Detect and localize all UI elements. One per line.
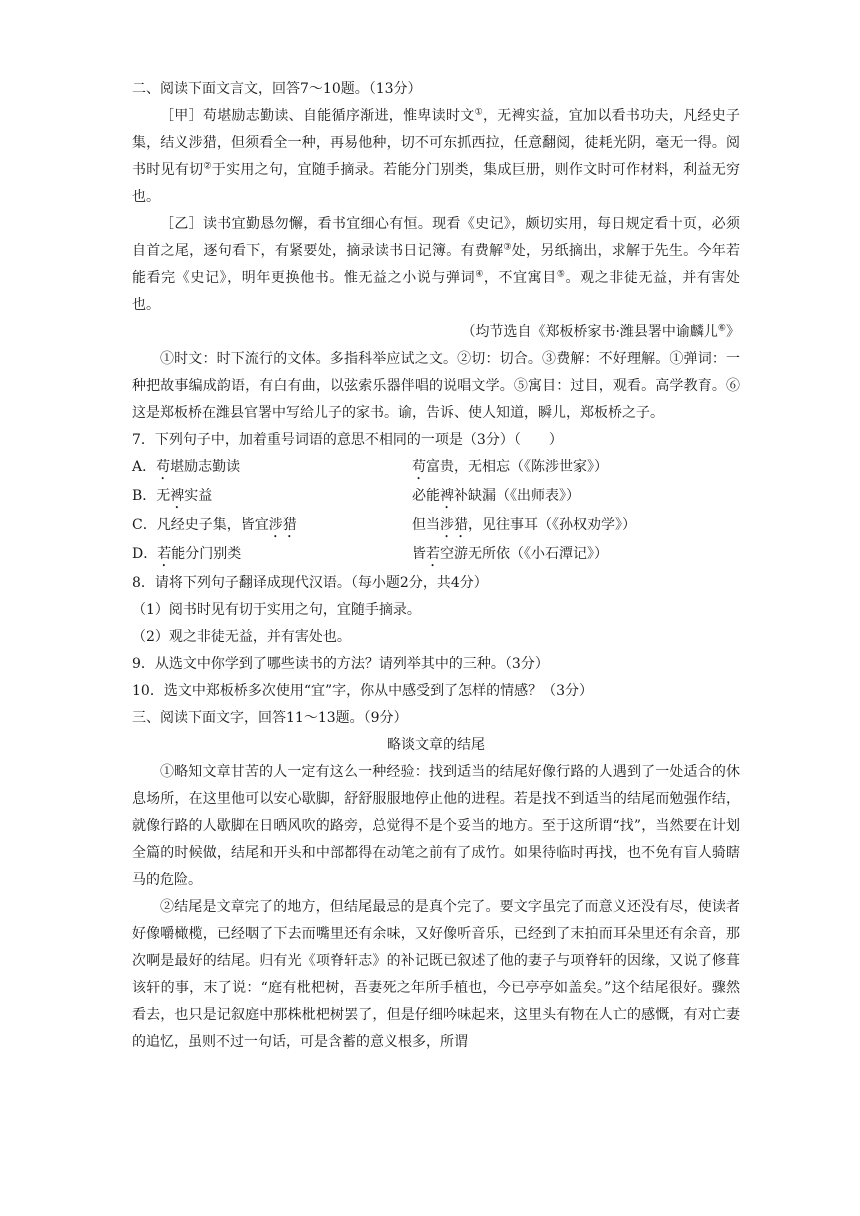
passage-yi	[132, 211, 740, 319]
article-paragraph-1: ①略知文章甘苦的人一定有这么一种经验：找到适当的结尾好像行路的人遇到了一处适合的休息场所，在这里他可以安心歇脚，舒舒服服地停止他的进程。若是找不到适当的结尾而勉强作结，就像行路的人歇脚在日晒风吹的路旁，总觉得不是个妥当的地方。至于这所谓“找”，当然要在计划全篇的时候做，结尾和开头和中部都得在动笔之前有了成竹。如果待临时再找，也不免有盲人骑瞎马的危险。	[132, 764, 740, 888]
yi-text-1: ［乙］读书宜勤恳勿懈，看书宜细心有恒。现看《史记》，颇切实用，每日规定看十页，必须自首之尾，逐句看下，有紧要处，摘录读书日记簿。有费解	[132, 216, 740, 259]
option-text: C．凡经史子集，皆宜	[132, 517, 269, 533]
footnote-mark: ②	[203, 161, 212, 172]
emphasized-word: 涉猎	[440, 517, 468, 533]
source-end: 》	[726, 324, 740, 340]
option-text: B．无	[132, 488, 171, 504]
option-text: 富贵，无相忘（《陈涉世家》）	[426, 459, 608, 475]
option-text: ，见往事耳（《孙权劝学》）	[468, 517, 636, 533]
footnote-mark: ⑥	[717, 323, 726, 334]
option-reference	[412, 512, 740, 541]
yi-text-4: 。观之非徒无益，并有害处也。	[132, 270, 741, 313]
section2-heading: 二、阅读下面文言文，回答7～10题。（13分）	[132, 81, 422, 97]
footnote-mark: ④	[475, 269, 484, 280]
option-text: 必能	[412, 488, 440, 504]
emphasized-word: 裨	[170, 488, 185, 504]
option-row	[132, 512, 740, 541]
option-text: D．	[132, 546, 158, 562]
article-paragraph-2: ②结尾是文章完了的地方，但结尾最忌的是真个完了。要文字虽完了而意义还没有尽，使读者好像嚼橄榄，已经咽了下去而嘴里还有余味，又好像听音乐，已经到了末拍而耳朵里还有余音，那次啊是最好的结尾。归有光《项脊轩志》的补记既已叙述了他的妻子与项脊轩的因缘，又说了修葺该轩的事，末了说：“庭有枇杷树，吾妻死之年所手植也，今已亭亭如盖矣。”这个结尾很好。骤然看去，也只是记叙庭中那株枇杷树罢了，但是仔细吟味起来，这里头有物在人亡的感慨，有对亡妻的追忆，虽则不过一句话，可是含蓄的意义根多，所谓	[132, 899, 740, 1050]
option-row	[132, 541, 740, 570]
option-row	[132, 483, 740, 512]
option-sentence	[132, 454, 412, 483]
option-sentence	[132, 483, 412, 512]
option-text: 空游无所依（《小石潭记》）	[440, 546, 608, 562]
emphasized-word: 苟	[156, 459, 171, 475]
footnotes: ①时文：时下流行的文体。多指科举应试之文。②切：切合。③费解：不好理解。①弹词：一种把故事编成韵语，有白有曲，以弦索乐器伴唱的说唱文学。⑤寓目：过目，观看。高学教育。⑥这是郑板桥在潍县官署中写给儿子的家书。谕，告诉、使人知道，瞬儿，郑板桥之子。	[132, 351, 740, 421]
option-text: 堪励志勤读	[170, 459, 241, 475]
footnote-mark: ⑤	[556, 269, 566, 280]
question-7-options	[132, 454, 740, 570]
question-8-sentence-1: （1）阅书时见有切于实用之句，宜随手摘录。	[132, 602, 421, 618]
option-text: 但当	[412, 517, 440, 533]
footnote-mark: ③	[503, 242, 512, 253]
option-text: A．	[132, 459, 157, 475]
option-reference	[412, 483, 740, 512]
jia-text-3: 于实用之句，宜随手摘录。若能分门别类，集成巨册，则作文时可作材料，利益无穷也。	[132, 162, 740, 205]
passage-jia	[132, 103, 740, 211]
emphasized-word: 若	[426, 546, 440, 562]
source-text: （均节选自《郑板桥家书·潍县署中谕麟儿	[461, 324, 718, 340]
emphasized-word: 裨	[440, 488, 454, 504]
option-text: 皆	[412, 546, 426, 562]
option-text: 能分门别类	[171, 546, 242, 562]
question-10: 10．选文中郑板桥多次使用“宜”字，你从中感受到了怎样的情感？（3分）	[132, 683, 594, 699]
question-7-stem: 7．下列句子中，加着重号词语的意思不相同的一项是（3分）（ ）	[132, 432, 563, 448]
question-8-stem: 8．请将下列句子翻译成现代汉语。（每小题2分，共4分）	[132, 575, 488, 591]
yi-text-3: ，不宜寓目	[483, 270, 557, 286]
emphasized-word: 若	[157, 546, 172, 562]
source-citation	[132, 319, 740, 346]
article-title: 略谈文章的结尾	[387, 737, 485, 753]
option-text: 补缺漏（《出师表》）	[454, 488, 580, 504]
question-8-sentence-2: （2）观之非徒无益，并有害处也。	[132, 629, 351, 645]
question-9: 9．从选文中你学到了哪些读书的方法？请列举其中的三种。（3分）	[132, 656, 549, 672]
option-row	[132, 454, 740, 483]
jia-text-1: ［甲］苟堪励志勤读、自能循序渐进，惟卑读时文	[160, 108, 475, 124]
jia-text-2: ，无裨实益，宜加以看书功夫，凡经史子集，结义涉猎，但须看全一种，再易他种，切不可东抓西拉，任意翻阅，徒耗光阴，毫无一得。阅书时见有切	[132, 108, 741, 178]
document-page	[132, 76, 740, 1056]
option-reference	[412, 454, 740, 483]
option-sentence	[132, 541, 412, 570]
option-reference	[412, 541, 740, 570]
option-text: 实益	[184, 488, 213, 504]
emphasized-word: 涉猎	[268, 517, 297, 533]
footnote-mark: ①	[474, 107, 483, 118]
emphasized-word: 苟	[412, 459, 426, 475]
section3-heading: 三、阅读下面文字，回答11～13题。（9分）	[132, 710, 408, 726]
option-sentence	[132, 512, 412, 541]
yi-text-2: 处，另纸摘出，求解于先生。今年若能看完《史记》，明年更换他书。惟无益之小说与弹词	[132, 243, 741, 286]
